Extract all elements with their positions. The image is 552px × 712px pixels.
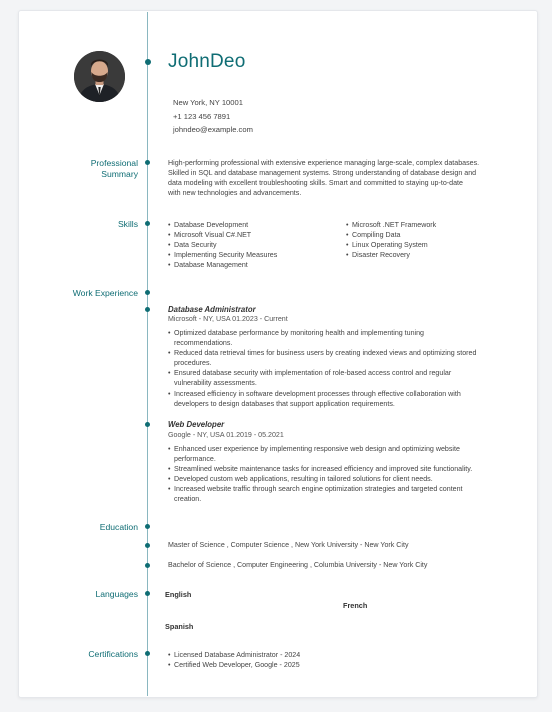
job-bullet: • Reduced data retrieval times for business users by creating indexed views and optimizing stored procedures. <box>168 348 518 368</box>
job-meta: Google - NY, USA 01.2019 - 05.2021 <box>168 431 284 439</box>
summary-title <box>91 158 138 179</box>
job-bullet: • Developed custom web applications, resulting in tailored solutions for client needs. <box>168 474 518 484</box>
skill-item: • Database Development <box>168 220 277 230</box>
summary-line: with new technologies and advancements. <box>168 189 302 198</box>
skills-dot <box>145 221 150 226</box>
skill-item: • Linux Operating System <box>346 240 436 250</box>
education-item: Master of Science , Computer Science , New York University - New York City <box>168 541 409 549</box>
skill-item: • Data Security <box>168 240 277 250</box>
profile-photo <box>74 51 125 102</box>
job-bullet: • Increased website traffic through search engine optimization strategies and targeted content creation. <box>168 484 518 504</box>
language-item: English <box>165 590 192 599</box>
job-bullet: • Ensured database security with implementation of role-based access control and regular vulnerability assessments. <box>168 368 518 388</box>
education-dot <box>145 524 150 529</box>
job-bullets <box>168 444 518 505</box>
summary-line: data modeling with excellent troubleshooting skills. Smart and committed to staying up-to-date <box>168 179 463 188</box>
summary-dot <box>145 160 150 165</box>
candidate-name: JohnDeo <box>168 51 246 72</box>
skill-item: • Database Management <box>168 260 277 270</box>
experience-title: Work Experience <box>72 288 138 298</box>
certification-item: • Certified Web Developer, Google - 2025 <box>168 660 300 670</box>
summary-text <box>168 158 518 198</box>
skill-item: • Microsoft Visual C#.NET <box>168 230 277 240</box>
skills-list-left <box>168 220 277 270</box>
job-bullets <box>168 328 518 409</box>
education-item-dot <box>145 543 150 548</box>
job-title: Web Developer <box>168 420 225 429</box>
job-bullet: • Enhanced user experience by implementing responsive web design and optimizing website performance. <box>168 444 518 464</box>
summary-line: Skilled in SQL and database management systems. Strong understanding of database design and <box>168 169 477 178</box>
languages-dot <box>145 591 150 596</box>
certifications-dot <box>145 651 150 656</box>
job-title: Database Administrator <box>168 305 256 314</box>
job-dot <box>145 307 150 312</box>
summary-title-line2: Summary <box>101 168 138 179</box>
summary-title-line1: Professional <box>90 158 138 168</box>
job-bullet: • Streamlined website maintenance tasks for increased efficiency and improved site functionality. <box>168 464 518 474</box>
job-dot <box>145 422 150 427</box>
education-title: Education <box>99 522 138 532</box>
contact-email: johndeo@example.com <box>173 125 253 134</box>
education-item: Bachelor of Science , Computer Engineering , Columbia University - New York City <box>168 561 428 569</box>
job-bullet: • Optimized database performance by monitoring health and implementing tuning recommendations. <box>168 328 518 348</box>
language-item: Spanish <box>165 622 194 631</box>
certifications-list <box>168 650 300 670</box>
skills-title: Skills <box>117 219 138 229</box>
skill-item: • Compiling Data <box>346 230 436 240</box>
education-item-dot <box>145 563 150 568</box>
job-bullet: • Increased efficiency in software development processes through effective collaboration with developers to design databases that support application requirements. <box>168 389 518 409</box>
job-meta: Microsoft - NY, USA 01.2023 - Current <box>168 315 288 323</box>
languages-title: Languages <box>95 589 138 599</box>
language-item: French <box>343 601 368 610</box>
skill-item: • Implementing Security Measures <box>168 250 277 260</box>
certifications-title: Certifications <box>88 649 138 659</box>
contact-phone: +1 123 456 7891 <box>173 112 231 121</box>
skill-item: • Microsoft .NET Framework <box>346 220 436 230</box>
contact-address: New York, NY 10001 <box>173 98 243 107</box>
certification-item: • Licensed Database Administrator - 2024 <box>168 650 300 660</box>
experience-dot <box>145 290 150 295</box>
skill-item: • Disaster Recovery <box>346 250 436 260</box>
header-dot <box>145 59 151 65</box>
summary-line: High-performing professional with extensive experience managing large-scale, complex databases. <box>168 159 480 167</box>
skills-list-right <box>346 220 436 260</box>
